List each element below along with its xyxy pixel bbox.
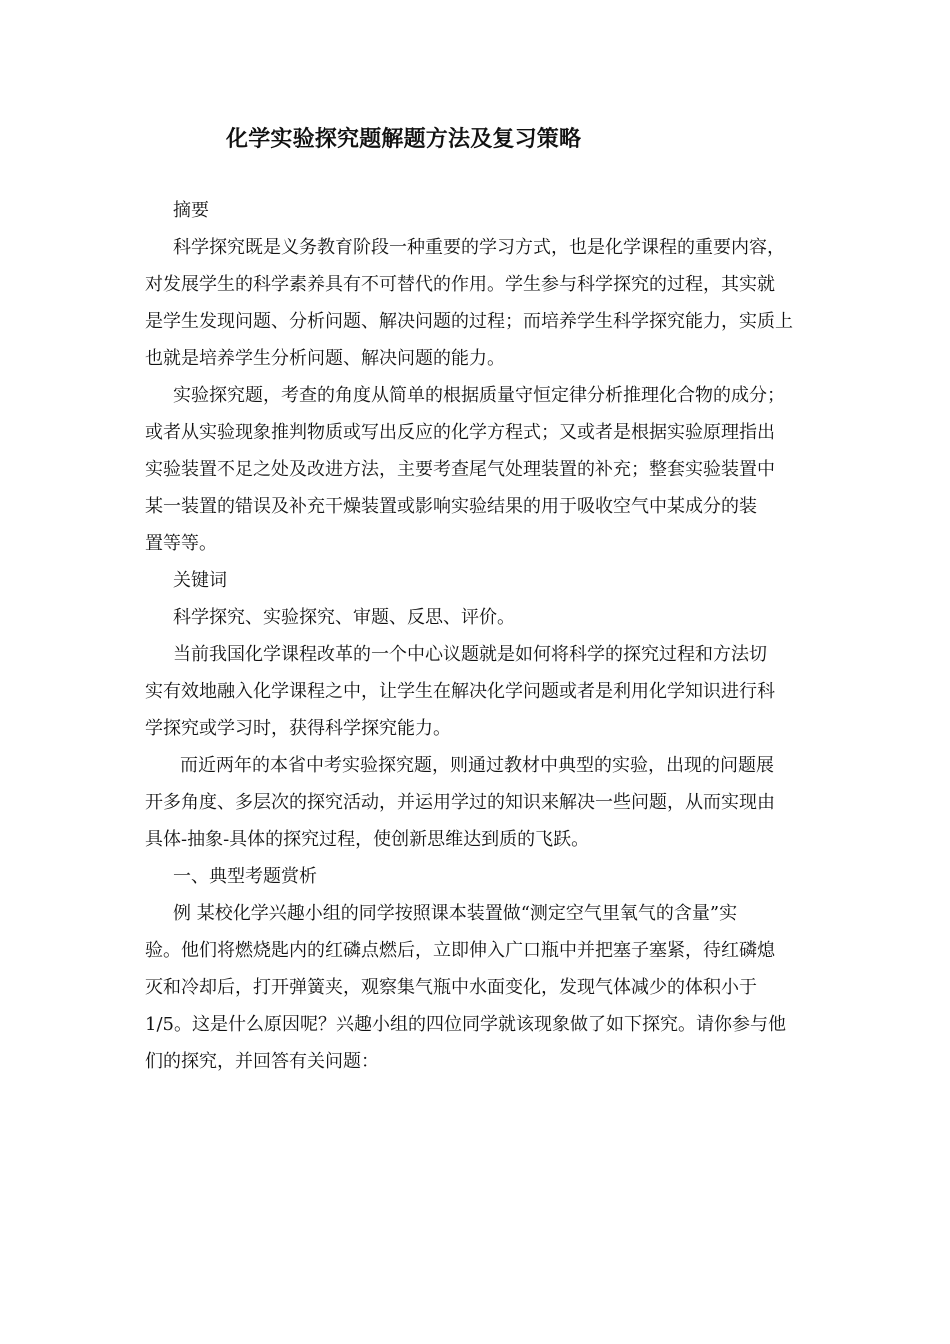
section-heading: 一、典型考题赏析 (173, 866, 317, 887)
paragraph-line: 们的探究，并回答有关问题： (145, 1051, 379, 1072)
paragraph-line: 实验装置不足之处及改进方法，主要考查尾气处理装置的补充；整套实验装置中 (145, 459, 775, 480)
heading-abstract: 摘要 (173, 200, 209, 221)
paragraph-line: 例 某校化学兴趣小组的同学按照课本装置做“测定空气里氧气的含量”实 (173, 903, 738, 924)
paragraph-line: 学探究或学习时，获得科学探究能力。 (145, 718, 451, 739)
heading-keywords: 关键词 (173, 570, 227, 591)
paragraph-line: 科学探究既是义务教育阶段一种重要的学习方式，也是化学课程的重要内容， (173, 237, 785, 258)
document-title: 化学实验探究题解题方法及复习策略 (226, 126, 582, 152)
paragraph-line: 实有效地融入化学课程之中，让学生在解决化学问题或者是利用化学知识进行科 (145, 681, 775, 702)
paragraph-line: 具体-抽象-具体的探究过程，使创新思维达到质的飞跃。 (145, 829, 590, 850)
paragraph-line: 灭和冷却后，打开弹簧夹，观察集气瓶中水面变化，发现气体减少的体积小于 (145, 977, 757, 998)
paragraph-line: 某一装置的错误及补充干燥装置或影响实验结果的用于吸收空气中某成分的装 (145, 496, 757, 517)
paragraph-line: 对发展学生的科学素养具有不可替代的作用。学生参与科学探究的过程，其实就 (145, 274, 775, 295)
paragraph-line: 验。他们将燃烧匙内的红磷点燃后，立即伸入广口瓶中并把塞子塞紧，待红磷熄 (145, 940, 775, 961)
paragraph-line: 实验探究题，考查的角度从简单的根据质量守恒定律分析推理化合物的成分； (173, 385, 785, 406)
paragraph-line: 也就是培养学生分析问题、解决问题的能力。 (145, 348, 505, 369)
paragraph-line: 置等等。 (145, 533, 217, 554)
document-body (145, 196, 817, 1084)
paragraph-line: 是学生发现问题、分析问题、解决问题的过程；而培养学生科学探究能力，实质上 (145, 311, 793, 332)
keywords-line: 科学探究、实验探究、审题、反思、评价。 (173, 607, 515, 628)
paragraph-line: 而近两年的本省中考实验探究题，则通过教材中典型的实验，出现的问题展 (180, 755, 774, 776)
paragraph-line: 1/5。这是什么原因呢？兴趣小组的四位同学就该现象做了如下探究。请你参与他 (145, 1014, 786, 1035)
paragraph-line: 或者从实验现象推判物质或写出反应的化学方程式；又或者是根据实验原理指出 (145, 422, 775, 443)
paragraph-line: 开多角度、多层次的探究活动，并运用学过的知识来解决一些问题，从而实现由 (145, 792, 775, 813)
paragraph-line: 当前我国化学课程改革的一个中心议题就是如何将科学的探究过程和方法切 (173, 644, 767, 665)
